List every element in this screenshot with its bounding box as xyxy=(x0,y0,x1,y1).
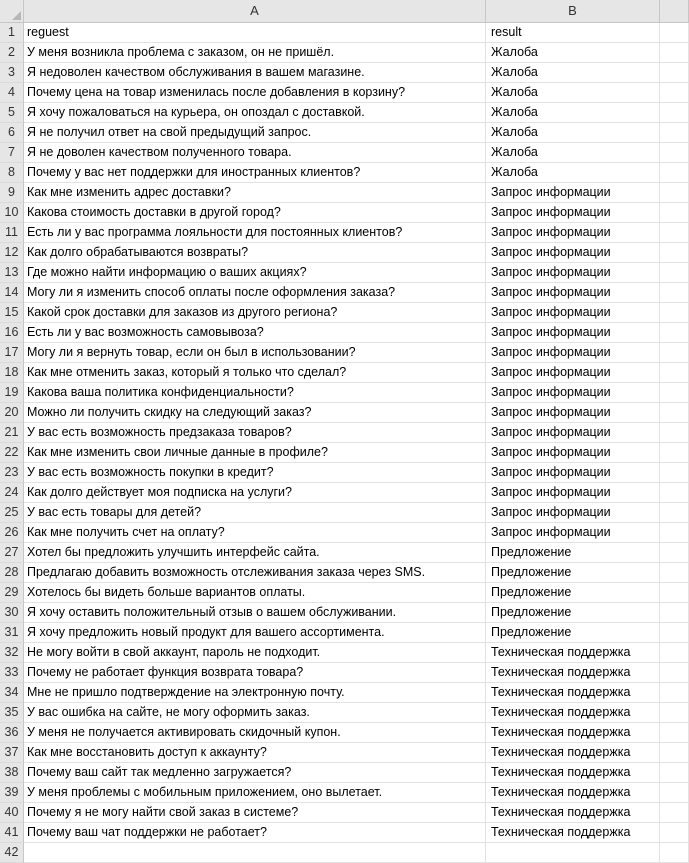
cell-a[interactable]: Я не доволен качеством полученного товара. xyxy=(24,143,486,163)
row-header[interactable]: 28 xyxy=(0,563,24,583)
cell-b[interactable]: Запрос информации xyxy=(486,223,660,243)
row-header[interactable]: 3 xyxy=(0,63,24,83)
row-header[interactable]: 31 xyxy=(0,623,24,643)
cell-c[interactable] xyxy=(660,443,689,463)
cell-c[interactable] xyxy=(660,463,689,483)
cell-a[interactable] xyxy=(24,843,486,863)
cell-b[interactable]: Запрос информации xyxy=(486,503,660,523)
row-header[interactable]: 23 xyxy=(0,463,24,483)
cell-a[interactable]: Почему ваш сайт так медленно загружается? xyxy=(24,763,486,783)
cell-c[interactable] xyxy=(660,823,689,843)
cell-b[interactable]: Запрос информации xyxy=(486,523,660,543)
row-header[interactable]: 25 xyxy=(0,503,24,523)
cell-a[interactable]: Я хочу оставить положительный отзыв о вашем обслуживании. xyxy=(24,603,486,623)
cell-a[interactable]: Как мне получить счет на оплату? xyxy=(24,523,486,543)
cell-b[interactable]: Запрос информации xyxy=(486,403,660,423)
cell-c[interactable] xyxy=(660,83,689,103)
cell-a[interactable]: У меня проблемы с мобильным приложением, оно вылетает. xyxy=(24,783,486,803)
cell-a[interactable]: Можно ли получить скидку на следующий заказ? xyxy=(24,403,486,423)
cell-b[interactable]: Техническая поддержка xyxy=(486,803,660,823)
select-all-corner[interactable] xyxy=(0,0,24,23)
cell-c[interactable] xyxy=(660,783,689,803)
cell-a[interactable]: Почему у вас нет поддержки для иностранных клиентов? xyxy=(24,163,486,183)
cell-c[interactable] xyxy=(660,523,689,543)
row-header[interactable]: 34 xyxy=(0,683,24,703)
row-header[interactable]: 4 xyxy=(0,83,24,103)
cell-a[interactable]: Не могу войти в свой аккаунт, пароль не подходит. xyxy=(24,643,486,663)
cell-a[interactable]: Где можно найти информацию о ваших акциях? xyxy=(24,263,486,283)
row-header[interactable]: 38 xyxy=(0,763,24,783)
cell-c[interactable] xyxy=(660,663,689,683)
cell-b[interactable]: result xyxy=(486,23,660,43)
cell-c[interactable] xyxy=(660,303,689,323)
cell-a[interactable]: Почему цена на товар изменилась после добавления в корзину? xyxy=(24,83,486,103)
cell-c[interactable] xyxy=(660,423,689,443)
row-header[interactable]: 20 xyxy=(0,403,24,423)
row-header[interactable]: 17 xyxy=(0,343,24,363)
cell-c[interactable] xyxy=(660,183,689,203)
cell-a[interactable]: Предлагаю добавить возможность отслеживания заказа через SMS. xyxy=(24,563,486,583)
cell-c[interactable] xyxy=(660,103,689,123)
cell-b[interactable]: Техническая поддержка xyxy=(486,763,660,783)
cell-b[interactable]: Предложение xyxy=(486,563,660,583)
row-header[interactable]: 22 xyxy=(0,443,24,463)
cell-a[interactable]: Как мне изменить адрес доставки? xyxy=(24,183,486,203)
cell-b[interactable]: Техническая поддержка xyxy=(486,723,660,743)
cell-a[interactable]: У вас ошибка на сайте, не могу оформить заказ. xyxy=(24,703,486,723)
cell-b[interactable]: Техническая поддержка xyxy=(486,823,660,843)
cell-b[interactable]: Предложение xyxy=(486,543,660,563)
row-header[interactable]: 41 xyxy=(0,823,24,843)
cell-a[interactable]: Есть ли у вас возможность самовывоза? xyxy=(24,323,486,343)
cell-b[interactable]: Техническая поддержка xyxy=(486,663,660,683)
cell-a[interactable]: Мне не пришло подтверждение на электронную почту. xyxy=(24,683,486,703)
cell-c[interactable] xyxy=(660,263,689,283)
row-header[interactable]: 7 xyxy=(0,143,24,163)
cell-c[interactable] xyxy=(660,123,689,143)
cell-c[interactable] xyxy=(660,483,689,503)
cell-a[interactable]: Могу ли я вернуть товар, если он был в использовании? xyxy=(24,343,486,363)
cell-a[interactable]: Хотелось бы видеть больше вариантов оплаты. xyxy=(24,583,486,603)
cell-a[interactable]: Я хочу пожаловаться на курьера, он опоздал с доставкой. xyxy=(24,103,486,123)
cell-b[interactable]: Техническая поддержка xyxy=(486,703,660,723)
cell-c[interactable] xyxy=(660,623,689,643)
cell-b[interactable]: Жалоба xyxy=(486,143,660,163)
cell-b[interactable]: Запрос информации xyxy=(486,283,660,303)
cell-c[interactable] xyxy=(660,743,689,763)
cell-b[interactable]: Запрос информации xyxy=(486,183,660,203)
cell-a[interactable]: Могу ли я изменить способ оплаты после оформления заказа? xyxy=(24,283,486,303)
cell-a[interactable]: Я недоволен качеством обслуживания в вашем магазине. xyxy=(24,63,486,83)
row-header[interactable]: 14 xyxy=(0,283,24,303)
cell-b[interactable]: Запрос информации xyxy=(486,423,660,443)
cell-a[interactable]: Есть ли у вас программа лояльности для постоянных клиентов? xyxy=(24,223,486,243)
cell-b[interactable]: Запрос информации xyxy=(486,483,660,503)
cell-a[interactable]: У вас есть возможность предзаказа товаров? xyxy=(24,423,486,443)
row-header[interactable]: 10 xyxy=(0,203,24,223)
row-header[interactable]: 12 xyxy=(0,243,24,263)
cell-b[interactable]: Техническая поддержка xyxy=(486,743,660,763)
cell-b[interactable]: Запрос информации xyxy=(486,323,660,343)
row-header[interactable]: 37 xyxy=(0,743,24,763)
cell-a[interactable]: У меня возникла проблема с заказом, он не пришёл. xyxy=(24,43,486,63)
cell-a[interactable]: У вас есть товары для детей? xyxy=(24,503,486,523)
row-header[interactable]: 36 xyxy=(0,723,24,743)
cell-c[interactable] xyxy=(660,543,689,563)
row-header[interactable]: 1 xyxy=(0,23,24,43)
row-header[interactable]: 39 xyxy=(0,783,24,803)
cell-a[interactable]: Какова ваша политика конфиденциальности? xyxy=(24,383,486,403)
cell-b[interactable]: Запрос информации xyxy=(486,243,660,263)
cell-c[interactable] xyxy=(660,323,689,343)
cell-b[interactable]: Жалоба xyxy=(486,123,660,143)
cell-b[interactable]: Жалоба xyxy=(486,163,660,183)
cell-a[interactable]: Как мне отменить заказ, который я только что сделал? xyxy=(24,363,486,383)
cell-a[interactable]: Какой срок доставки для заказов из другого региона? xyxy=(24,303,486,323)
row-header[interactable]: 13 xyxy=(0,263,24,283)
cell-c[interactable] xyxy=(660,803,689,823)
cell-a[interactable]: У вас есть возможность покупки в кредит? xyxy=(24,463,486,483)
column-header-c[interactable] xyxy=(660,0,689,23)
cell-a[interactable]: Какова стоимость доставки в другой город? xyxy=(24,203,486,223)
row-header[interactable]: 32 xyxy=(0,643,24,663)
cell-c[interactable] xyxy=(660,363,689,383)
cell-a[interactable]: Как долго обрабатываются возвраты? xyxy=(24,243,486,263)
cell-c[interactable] xyxy=(660,403,689,423)
cell-c[interactable] xyxy=(660,63,689,83)
row-header[interactable]: 21 xyxy=(0,423,24,443)
cell-b[interactable]: Запрос информации xyxy=(486,203,660,223)
row-header[interactable]: 40 xyxy=(0,803,24,823)
cell-b[interactable]: Предложение xyxy=(486,603,660,623)
row-header[interactable]: 16 xyxy=(0,323,24,343)
row-header[interactable]: 8 xyxy=(0,163,24,183)
cell-c[interactable] xyxy=(660,243,689,263)
cell-c[interactable] xyxy=(660,723,689,743)
cell-c[interactable] xyxy=(660,503,689,523)
cell-c[interactable] xyxy=(660,383,689,403)
row-header[interactable]: 6 xyxy=(0,123,24,143)
cell-b[interactable]: Жалоба xyxy=(486,103,660,123)
row-header[interactable]: 19 xyxy=(0,383,24,403)
cell-c[interactable] xyxy=(660,143,689,163)
cell-b[interactable]: Техническая поддержка xyxy=(486,683,660,703)
column-header-a[interactable]: A xyxy=(24,0,486,23)
cell-b[interactable]: Запрос информации xyxy=(486,303,660,323)
cell-c[interactable] xyxy=(660,563,689,583)
cell-b[interactable]: Жалоба xyxy=(486,63,660,83)
cell-c[interactable] xyxy=(660,223,689,243)
row-header[interactable]: 26 xyxy=(0,523,24,543)
cell-b[interactable]: Запрос информации xyxy=(486,263,660,283)
row-header[interactable]: 27 xyxy=(0,543,24,563)
cell-a[interactable]: Как долго действует моя подписка на услуги? xyxy=(24,483,486,503)
row-header[interactable]: 42 xyxy=(0,843,24,863)
cell-a[interactable]: Почему ваш чат поддержки не работает? xyxy=(24,823,486,843)
cell-b[interactable]: Запрос информации xyxy=(486,343,660,363)
cell-c[interactable] xyxy=(660,603,689,623)
cell-a[interactable]: Как мне восстановить доступ к аккаунту? xyxy=(24,743,486,763)
row-header[interactable]: 24 xyxy=(0,483,24,503)
row-header[interactable]: 2 xyxy=(0,43,24,63)
cell-b[interactable]: Жалоба xyxy=(486,43,660,63)
cell-c[interactable] xyxy=(660,763,689,783)
cell-c[interactable] xyxy=(660,283,689,303)
cell-c[interactable] xyxy=(660,843,689,863)
cell-b[interactable]: Запрос информации xyxy=(486,463,660,483)
cell-b[interactable]: Предложение xyxy=(486,623,660,643)
cell-b[interactable]: Жалоба xyxy=(486,83,660,103)
row-header[interactable]: 18 xyxy=(0,363,24,383)
row-header[interactable]: 9 xyxy=(0,183,24,203)
cell-c[interactable] xyxy=(660,203,689,223)
cell-a[interactable]: Почему не работает функция возврата товара? xyxy=(24,663,486,683)
cell-a[interactable]: Как мне изменить свои личные данные в профиле? xyxy=(24,443,486,463)
row-header[interactable]: 30 xyxy=(0,603,24,623)
cell-b[interactable]: Техническая поддержка xyxy=(486,643,660,663)
row-header[interactable]: 29 xyxy=(0,583,24,603)
cell-c[interactable] xyxy=(660,23,689,43)
cell-b[interactable]: Запрос информации xyxy=(486,383,660,403)
cell-c[interactable] xyxy=(660,43,689,63)
cell-c[interactable] xyxy=(660,583,689,603)
cell-b[interactable]: Предложение xyxy=(486,583,660,603)
cell-b[interactable]: Запрос информации xyxy=(486,363,660,383)
cell-a[interactable]: Хотел бы предложить улучшить интерфейс сайта. xyxy=(24,543,486,563)
row-header[interactable]: 11 xyxy=(0,223,24,243)
cell-c[interactable] xyxy=(660,683,689,703)
row-header[interactable]: 15 xyxy=(0,303,24,323)
cell-c[interactable] xyxy=(660,643,689,663)
cell-c[interactable] xyxy=(660,343,689,363)
row-header[interactable]: 33 xyxy=(0,663,24,683)
cell-b[interactable]: Запрос информации xyxy=(486,443,660,463)
cell-a[interactable]: reguest xyxy=(24,23,486,43)
cell-a[interactable]: Я хочу предложить новый продукт для вашего ассортимента. xyxy=(24,623,486,643)
cell-a[interactable]: Почему я не могу найти свой заказ в системе? xyxy=(24,803,486,823)
row-header[interactable]: 5 xyxy=(0,103,24,123)
cell-a[interactable]: У меня не получается активировать скидочный купон. xyxy=(24,723,486,743)
cell-b[interactable] xyxy=(486,843,660,863)
cell-c[interactable] xyxy=(660,163,689,183)
column-header-b[interactable]: B xyxy=(486,0,660,23)
cell-a[interactable]: Я не получил ответ на свой предыдущий запрос. xyxy=(24,123,486,143)
cell-c[interactable] xyxy=(660,703,689,723)
cell-b[interactable]: Техническая поддержка xyxy=(486,783,660,803)
row-header[interactable]: 35 xyxy=(0,703,24,723)
